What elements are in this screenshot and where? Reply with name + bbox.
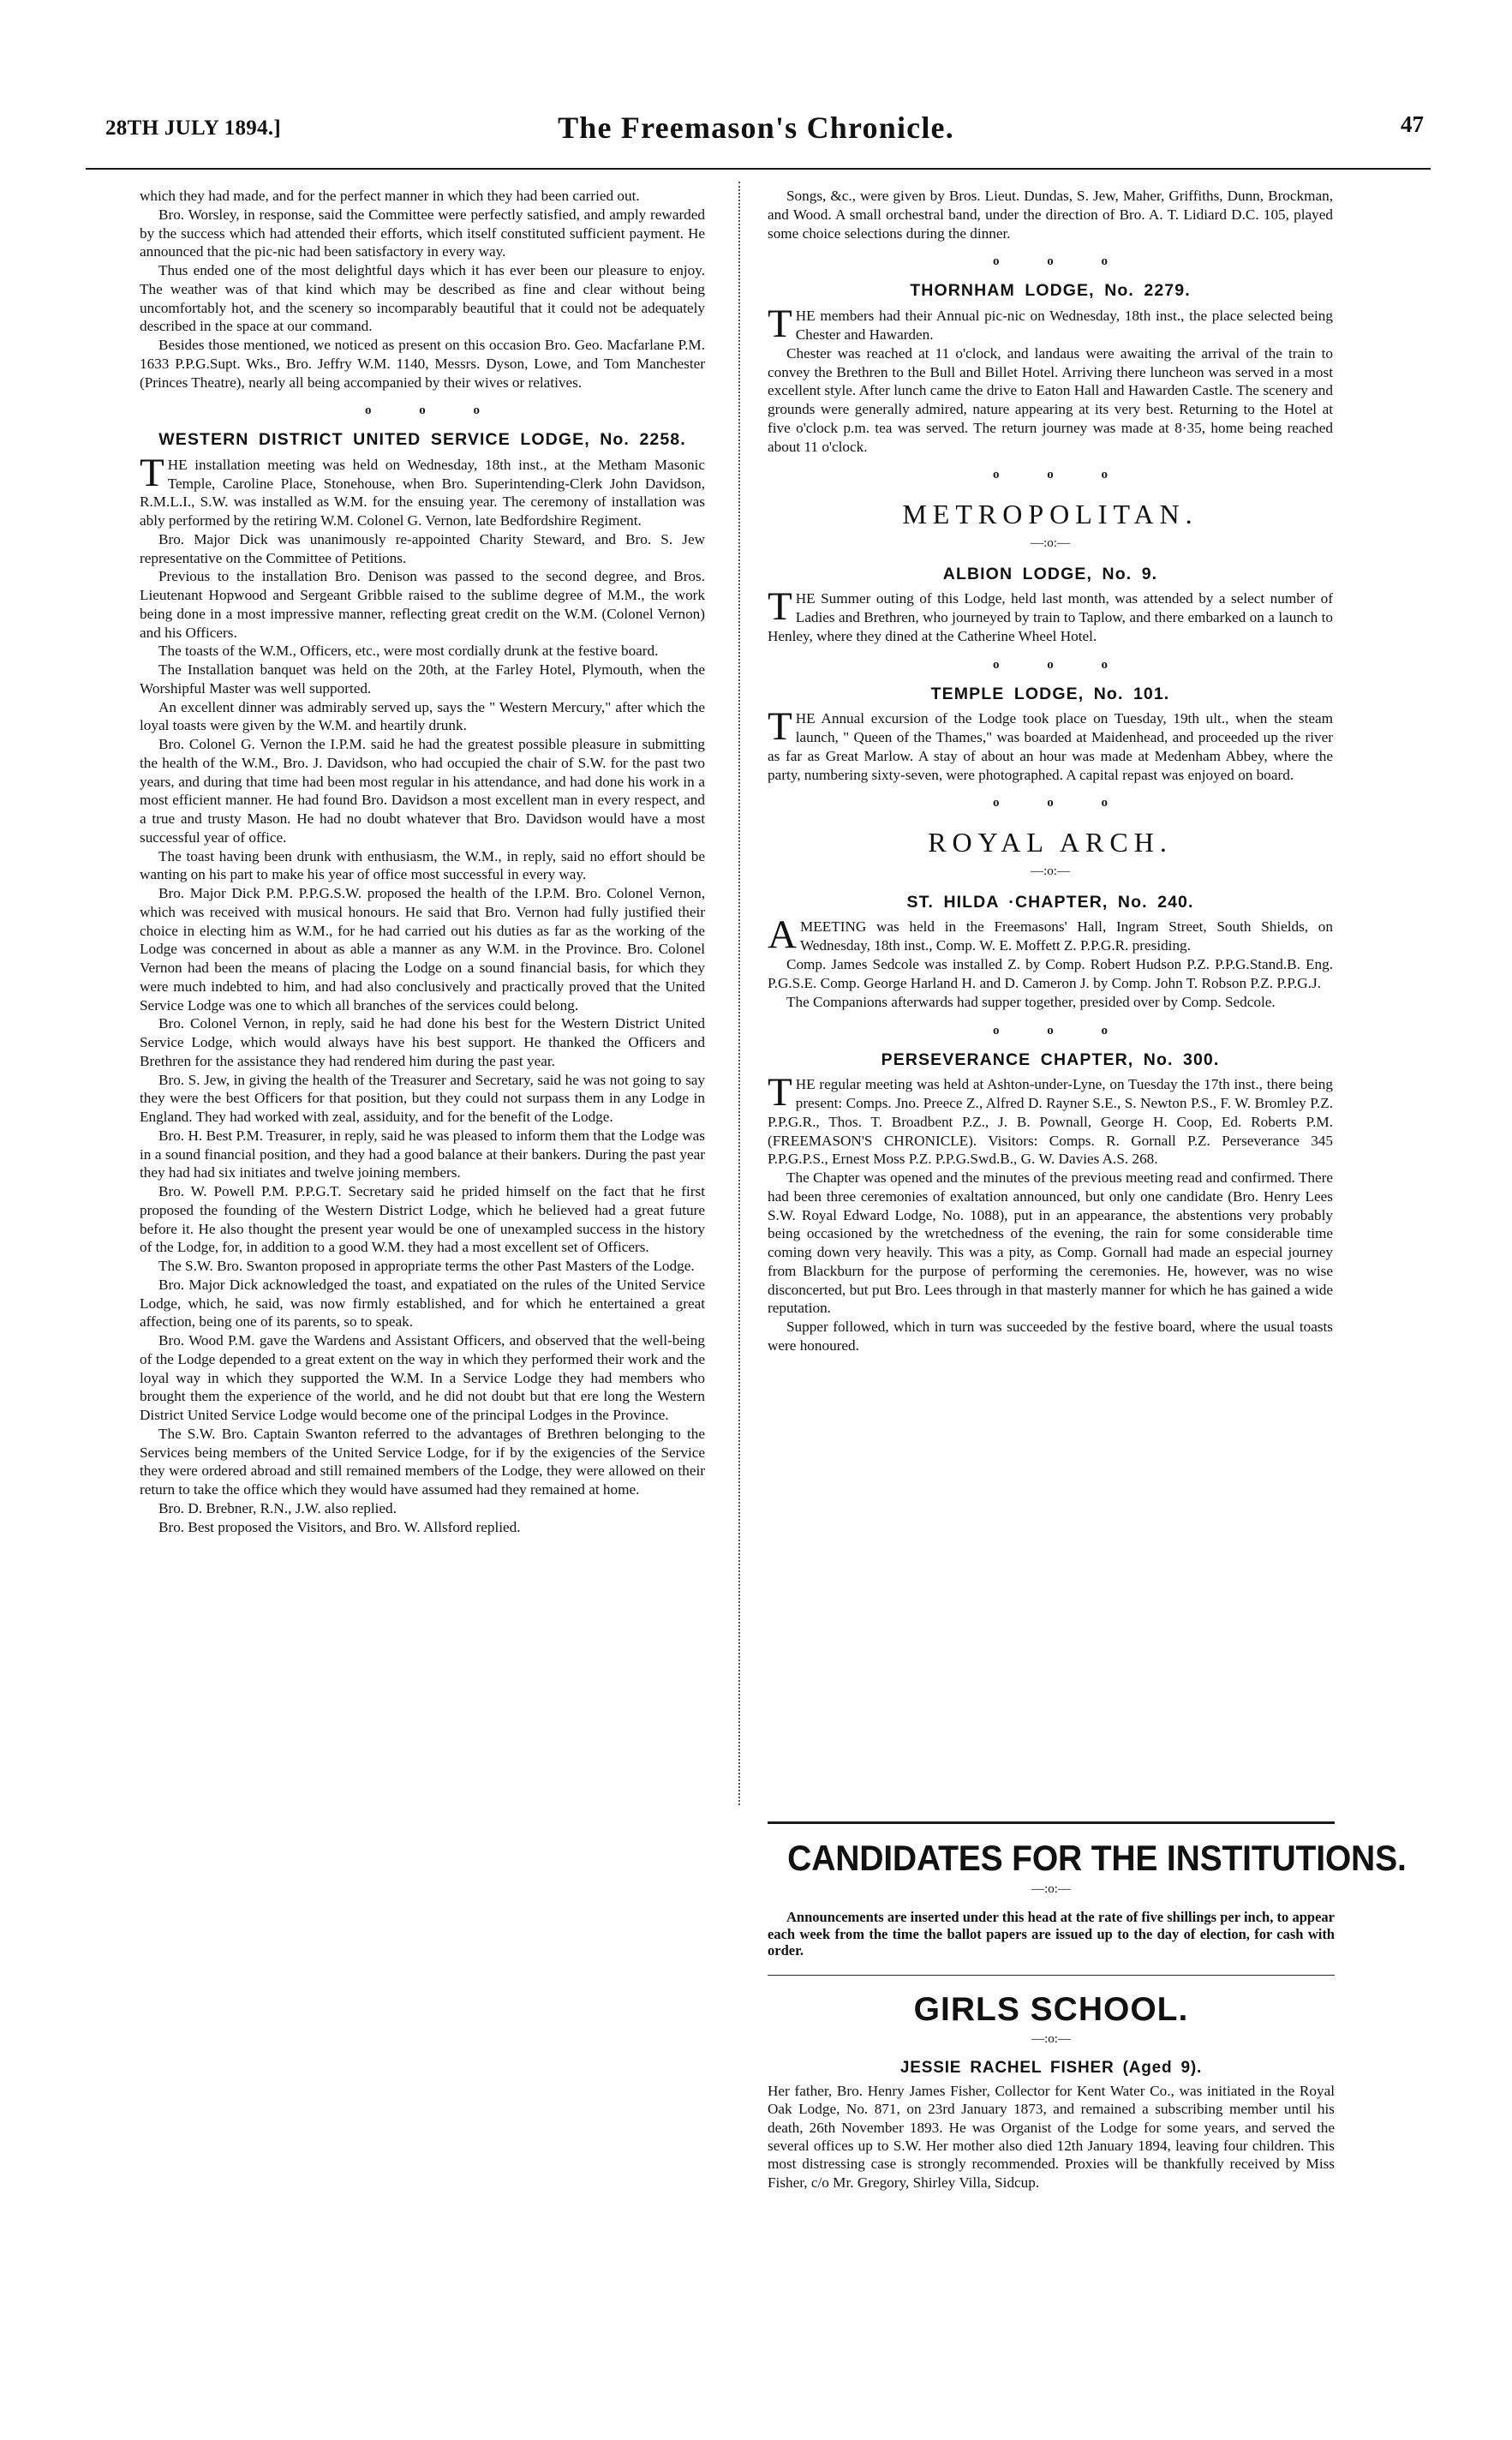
ornament-divider: o o o: [365, 404, 502, 418]
paragraph: Chester was reached at 11 o'clock, and landaus were awaiting the arrival of the train to convey the Brethren to the Bull and Billet Hotel. Arriving there luncheon was served in a most excellent style. After lunch came the drive to Eaton Hall and Hawarden Castle. The scenery and grounds were generally admired, nature appearing at its very best. Returning to the Hotel at five o'clock p.m. tea was served. The return journey was made at 8·35, home being reached about 11 o'clock.: [768, 344, 1333, 455]
lodge-heading-temple: TEMPLE LODGE, No. 101.: [930, 684, 1170, 703]
paragraph: Bro. Colonel G. Vernon the I.P.M. said he had the greatest possible pleasure in submitting the health of the W.M., Bro. J. Davidson, who had occupied the chair of S.W. for the past two years, and during that time had been most regular in his attendance, and had done his work in a most efficient manner. He had found Bro. Davidson a most excellent man in every respect, and a true and trusty Mason. He had no doubt whatever that Bro. Davidson would have a most successful year of office.: [140, 736, 705, 846]
paragraph: The S.W. Bro. Swanton proposed in appropriate terms the other Past Masters of the Lodge.: [158, 1258, 695, 1275]
candidates-note: Announcements are inserted under this head at the rate of five shillings per inch, to appear each week from the time the ballot papers are issued up to the day of election, for cash with order.: [768, 1909, 1335, 1959]
ornament-divider: o o o: [993, 468, 1130, 482]
paragraph-dropcap: [768, 584, 1333, 645]
paragraph: The Companions afterwards had supper together, presided over by Comp. Sedcole.: [786, 993, 1276, 1010]
paragraph-dropcap: [140, 450, 705, 530]
school-heading-girls: GIRLS SCHOOL.: [913, 1990, 1189, 2028]
section-heading-metropolitan: METROPOLITAN.: [902, 499, 1198, 530]
candidate-description: Her father, Bro. Henry James Fisher, Collector for Kent Water Co., was initiated in the Royal Oak Lodge, No. 871, on 23rd January 1873, and remained a subscribing member until his death, 26th November 1893. He was Organist of the Lodge for some years, and served the several offices up to S.W. Her mother also died 12th January 1894, leaving four children. This most distressing case is strongly recommended. Proxies will be thankfully received by Miss Fisher, c/o Mr. Gregory, Shirley Villa, Sidcup.: [768, 2082, 1335, 2191]
paragraph: The S.W. Bro. Captain Swanton referred to the advantages of Brethren belonging to the Services being members of the United Service Lodge, for if by the exigencies of the Service they were ordered abroad and still remained members of the Lodge, they were allowed on their return to take the office which they would have assumed had they remained at home.: [140, 1425, 705, 1498]
ad-rule-thin: [768, 1975, 1335, 1976]
candidates-advertisement-block: [768, 1821, 1407, 2192]
paragraph: Bro. H. Best P.M. Treasurer, in reply, said he was pleased to inform them that the Lodge was in a sound financial position, and they had a good balance at their bankers. During the past year they had had six initiates and twelve joining members.: [140, 1127, 705, 1181]
paragraph: Bro. Worsley, in response, said the Committee were perfectly satisfied, and amply rewarded by the success which had attended their efforts, which itself constituted sufficient payment. He announced that the pic-nic had been satisfactory in every way.: [140, 206, 705, 260]
masthead: [81, 110, 1431, 158]
section-heading-royal-arch: ROYAL ARCH.: [928, 827, 1173, 858]
paragraph: Previous to the installation Bro. Denison was passed to the second degree, and Bros. Lieutenant Hopwood and Sergeant Gribble raised to the sublime degree of M.M., the work being done in a most impressive manner, reflecting great credit on the W.M. (Colonel Vernon) and his Officers.: [140, 568, 705, 641]
issue-date: 28TH JULY 1894.]: [105, 117, 282, 140]
lodge-heading-albion: ALBION LODGE, No. 9.: [942, 564, 1158, 583]
drop-cap-letter: T: [768, 1070, 792, 1115]
paragraph: Bro. Best proposed the Visitors, and Bro. W. Allsford replied.: [158, 1518, 521, 1535]
candidates-heading: CANDIDATES FOR THE INSTITUTIONS.: [787, 1838, 1407, 1878]
paragraph: Bro. Colonel Vernon, in reply, said he had done his best for the Western District United Service Lodge, which would always have his best support. He thanked the Officers and Brethren for the assistance they had rendered him during the past year.: [140, 1015, 705, 1069]
column-divider: [738, 182, 742, 1805]
paragraph: which they had made, and for the perfect manner in which they had been carried out.: [140, 188, 640, 204]
ornament-divider: o o o: [993, 657, 1130, 672]
paragraph: Songs, &c., were given by Bros. Lieut. Dundas, S. Jew, Maher, Griffiths, Dunn, Brockman, and Wood. A small orchestral band, under the direction of Bro. A. T. Lidiard D.C. 105, played some choice selections during the dinner.: [768, 188, 1333, 242]
paragraph-dropcap: [768, 301, 1333, 346]
paragraph: Bro. Major Dick P.M. P.P.G.S.W. proposed the health of the I.P.M. Bro. Colonel Vernon, which was received with musical honours. He said that Bro. Vernon had fully justified their choice in electing him as W.M., for he had carried out his duties as far as the working of the Lodge was concerned in about as able a manner as any W.M. in the Province. Bro. Colonel Vernon had been the means of placing the Lodge on a sound financial basis, for which they were much indebted to him, and had also conclusively and practically proved that the United Service Lodge was one to which all branches of the services could belong.: [140, 885, 705, 1014]
masthead-rule: [86, 168, 1431, 170]
paragraph-dropcap: [768, 704, 1333, 784]
paragraph: Bro. Wood P.M. gave the Wardens and Assistant Officers, and observed that the well-being of the Lodge depended to a great extent on the way in which they performed their work and the loyal way in which they supported the W.M. In a Service Lodge they had members who brought them the experience of the world, and he did not doubt but that ere long the Western District United Service Lodge would become one of the principal Lodges in the Province.: [140, 1332, 705, 1424]
paragraph: Thus ended one of the most delightful days which it has ever been our pleasure to enjoy. The weather was of that kind which may be described as fine and clear without being uncomfortably hot, and the scenery so incomparably beautiful that it could not be adequately described in the space at our command.: [140, 262, 705, 335]
right-column: [768, 187, 1333, 1355]
paragraph: The Chapter was opened and the minutes of the previous meeting read and confirmed. There had been three ceremonies of exaltation announced, but only one candidate (Bro. Henry Lees S.W. Royal Edward Lodge, No. 1088), put in an appearance, the abstentions very probably being occasioned by the wretchedness of the evening, the rain for some considerable time coming down very heavily. This was a pity, as Comp. Gornall had made an especial journey from Blackburn for the purpose of performing the ceremonies. He, however, was no wise disconcerted, but put Bro. Lees through in that masterly manner for which he has gained a wide reputation.: [768, 1169, 1333, 1317]
drop-cap-letter: T: [768, 301, 792, 346]
ornament-divider: o o o: [993, 254, 1130, 269]
rule-dash: —:o:—: [1031, 1882, 1071, 1896]
paragraph: Bro. W. Powell P.M. P.P.G.T. Secretary said he prided himself on the fact that he first proposed the founding of the Western District Lodge, which he believed had a great future before it. He also thought the present year would be one of unexampled success in the history of the Lodge, for, in addition to a good W.M. they had a most excellent set of Officers.: [140, 1183, 705, 1256]
drop-cap-letter: T: [768, 704, 792, 750]
rule-dash: —:o:—: [1031, 2031, 1071, 2046]
paragraph-text: MEETING was held in the Freemasons' Hall, Ingram Street, South Shields, on Wednesday, 18th inst., Comp. W. E. Moffett Z. P.P.G.R. presiding.: [799, 918, 1333, 954]
paragraph: Bro. Major Dick was unanimously re-appointed Charity Steward, and Bro. S. Jew representative on the Committee of Petitions.: [140, 530, 705, 566]
paragraph: The Installation banquet was held on the 20th, at the Farley Hotel, Plymouth, when the Worshipful Master was well supported.: [140, 661, 705, 697]
paragraph: Bro. Major Dick acknowledged the toast, and expatiated on the rules of the United Service Lodge, which, he said, was now firmly established, and for which he entertained a great affection, being one of its parents, so to speak.: [140, 1276, 705, 1331]
candidate-name: JESSIE RACHEL FISHER (Aged 9).: [899, 2058, 1203, 2077]
drop-cap-letter: T: [768, 584, 792, 630]
paragraph-dropcap: [768, 912, 1333, 958]
ornament-divider: o o o: [993, 1023, 1130, 1038]
left-column: [140, 187, 705, 1536]
paragraph-text: HE members had their Annual pic-nic on Wednesday, 18th inst., the place selected being Chester and Hawarden.: [795, 307, 1333, 343]
paragraph: Bro. S. Jew, in giving the health of the Treasurer and Secretary, said he was not going to say they were the best Officers for that position, but they could not surpass them in any Lodge in England. They had worked with zeal, assiduity, and for the benefit of the Lodge.: [140, 1071, 705, 1126]
paragraph-dropcap: [768, 1070, 1333, 1169]
paragraph-text: HE regular meeting was held at Ashton-under-Lyne, on Tuesday the 17th inst., there being present: Comps. Jno. Preece Z., Alfred D. Rayner S.E., S. Newton P.S., F. W. Bromley P.Z. P.P.G.R., Thos. T. Broadbent P.Z., J. B. Pownall, George H. Coop, Ed. Roberts P.M. (FREEMASON'S CHRONICLE). Visitors: Comps. R. Gornall P.Z. Perseverance 345 P.P.G.P.S., Ernest Moss P.Z. P.P.G.Swd.B., G. W. Davies A.S. 268.: [768, 1076, 1333, 1168]
lodge-heading-thornham: THORNHAM LODGE, No. 2279.: [910, 281, 1191, 301]
page-number: 47: [1401, 111, 1424, 137]
rule-dash: —:o:—: [1031, 535, 1070, 550]
paragraph: An excellent dinner was admirably served up, says the " Western Mercury," after which the loyal toasts were given by the W.M. and heartily drunk.: [140, 698, 705, 734]
paragraph-text: HE Annual excursion of the Lodge took place on Tuesday, 19th ult., when the steam launch, " Queen of the Thames," was boarded at Maidenhead, and proceeded up the river as far as Great Marlow. A stay of about an hour was made at Medenham Abbey, where the party, numbering sixty-seven, were photographed. A capital repast was enjoyed on board.: [768, 710, 1333, 783]
chapter-heading-perseverance: PERSEVERANCE CHAPTER, No. 300.: [881, 1050, 1220, 1069]
paragraph: The toasts of the W.M., Officers, etc., were most cordially drunk at the festive board.: [158, 643, 659, 660]
paragraph: Besides those mentioned, we noticed as present on this occasion Bro. Geo. Macfarlane P.M. 1633 P.P.G.Supt. Wks., Bro. Jeffry W.M. 1140, Messrs. Dyson, Lowe, and Tom Manchester (Princes Theatre), nearly all being accompanied by their wives or relatives.: [140, 337, 705, 391]
ad-rule: [768, 1821, 1335, 1824]
lodge-heading-western-district: WESTERN DISTRICT UNITED SERVICE LODGE, No. 2258.: [158, 430, 686, 450]
paragraph-text: HE installation meeting was held on Wednesday, 18th inst., at the Metham Masonic Temple, Caroline Place, Stonehouse, when Bro. Superintending-Clerk John Davidson, R.M.L.I., S.W. was installed as W.M. for the ensuing year. The ceremony of installation was ably performed by the retiring W.M. Colonel G. Vernon, late Bedfordshire Regiment.: [140, 456, 705, 529]
paragraph: Bro. D. Brebner, R.N., J.W. also replied.: [158, 1499, 397, 1516]
drop-cap-letter: A: [768, 912, 797, 958]
paragraph: Supper followed, which in turn was succeeded by the festive board, where the usual toasts were honoured.: [768, 1319, 1333, 1354]
chapter-heading-st-hilda: ST. HILDA ·CHAPTER, No. 240.: [906, 892, 1194, 912]
rule-dash: —:o:—: [1031, 864, 1070, 878]
ornament-divider: o o o: [993, 796, 1130, 810]
paragraph-text: HE Summer outing of this Lodge, held last month, was attended by a select number of Ladies and Brethren, who journeyed by train to Taplow, and there embarked on a launch to Henley, where they dined at the Catherine Wheel Hotel.: [768, 590, 1333, 644]
publication-title: The Freemason's Chronicle.: [558, 111, 954, 145]
drop-cap-letter: T: [140, 450, 164, 495]
paragraph: Comp. James Sedcole was installed Z. by Comp. Robert Hudson P.Z. P.P.G.Stand.B. Eng. P.G.S.E. Comp. George Harland H. and D. Cameron J. by Comp. John T. Robson P.Z. P.P.G.J.: [768, 956, 1333, 992]
paragraph: The toast having been drunk with enthusiasm, the W.M., in reply, said no effort should be wanting on his part to make his year of office most successful in every way.: [140, 847, 705, 883]
